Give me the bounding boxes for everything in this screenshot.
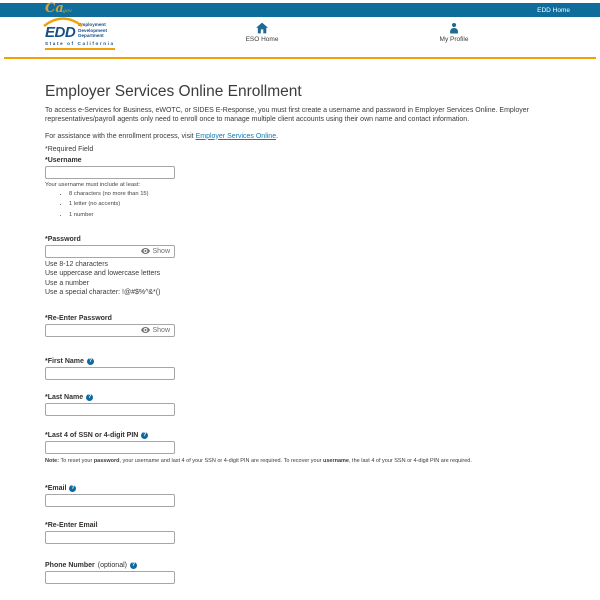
phone-label: [45, 562, 555, 569]
first-name-group: [45, 358, 555, 380]
note-bold: username: [323, 457, 349, 464]
reenter-password-show-button[interactable]: [137, 325, 174, 336]
site-header: [0, 17, 600, 57]
edd-tagline: State of California: [45, 41, 115, 50]
password-rule: Use 8-12 characters: [45, 260, 109, 268]
reenter-password-field: [45, 324, 175, 337]
note-text: , your username and last 4 of your SSN or 4-digit PIN are required. To recover your: [119, 457, 323, 464]
employer-services-online-link[interactable]: Employer Services Online: [195, 132, 277, 140]
state-topbar: [0, 3, 600, 17]
phone-label-text: Phone Number: [45, 561, 95, 569]
help-icon[interactable]: [130, 562, 137, 569]
person-icon: [449, 22, 460, 34]
username-hint-title: Your username must include at least:: [45, 181, 141, 188]
username-input[interactable]: [45, 166, 175, 179]
required-field-note: *Required Field: [45, 145, 94, 153]
eye-icon: [141, 327, 150, 333]
last-name-group: [45, 394, 555, 416]
note-bold: password: [93, 457, 120, 464]
page-title: Employer Services Online Enrollment: [45, 83, 302, 100]
edd-dept-line2: Development: [78, 27, 108, 33]
main-content: [0, 84, 600, 584]
reenter-email-label-text: *Re-Enter Email: [45, 521, 98, 529]
first-name-label-text: *First Name: [45, 357, 84, 365]
ca-gov-logo-suffix: gov: [62, 8, 72, 14]
username-rules-list: [45, 191, 555, 218]
nav-my-profile-label: My Profile: [439, 36, 469, 43]
ssn-pin-note: [45, 458, 555, 464]
email-input[interactable]: [45, 494, 175, 507]
edd-acronym: EDD: [45, 23, 76, 41]
reenter-email-group: [45, 522, 555, 544]
nav-my-profile[interactable]: [440, 22, 469, 43]
ssn-pin-input[interactable]: [45, 441, 175, 454]
password-rule: Use a number: [45, 279, 89, 287]
reenter-email-label: [45, 522, 555, 529]
reenter-password-group: [45, 315, 555, 337]
last-name-input[interactable]: [45, 403, 175, 416]
ca-gov-logo[interactable]: [45, 0, 72, 16]
help-icon[interactable]: [69, 485, 76, 492]
note-text: To reset your: [59, 457, 94, 464]
password-rule: Use a special character: !@#$%^&*(): [45, 289, 161, 296]
username-group: [45, 157, 555, 218]
email-label: [45, 485, 555, 492]
ca-gov-logo-script: Ca: [45, 1, 64, 16]
assistance-paragraph: [45, 133, 555, 140]
eye-icon: [141, 248, 150, 254]
edd-dept-line1: Employment: [78, 22, 106, 27]
reenter-password-input[interactable]: [46, 327, 137, 334]
phone-group: [45, 562, 555, 584]
password-label: [45, 236, 555, 243]
assistance-prefix: For assistance with the enrollment process, visit: [45, 132, 196, 140]
intro-paragraph: To access e-Services for Business, eWOTC, or SIDES E-Response, you must first create a username and password in Employer Services Online. Employer representatives/payroll agents only need to enroll once to manage multiple client accounts using their own name and contact information.: [45, 106, 529, 123]
help-icon[interactable]: [141, 432, 148, 439]
username-label: [45, 157, 555, 164]
password-show-label: Show: [152, 247, 170, 255]
home-icon: [256, 22, 269, 34]
gold-divider: [4, 57, 596, 59]
phone-input[interactable]: [45, 571, 175, 584]
email-label-text: *Email: [45, 484, 67, 492]
password-group: [45, 236, 555, 298]
assistance-suffix: .: [276, 132, 279, 140]
password-label-text: *Password: [45, 235, 81, 243]
phone-optional-text: (optional): [97, 561, 127, 569]
ssn-pin-group: [45, 432, 555, 464]
edd-home-link[interactable]: EDD Home: [537, 6, 570, 14]
help-icon[interactable]: [86, 394, 93, 401]
help-icon[interactable]: [87, 358, 94, 365]
last-name-label-text: *Last Name: [45, 393, 84, 401]
nav-eso-home-label: ESO Home: [245, 36, 279, 43]
username-rule: • 1 number: [69, 212, 555, 218]
password-rules: [45, 260, 555, 298]
reenter-email-input[interactable]: [45, 531, 175, 544]
first-name-label: [45, 358, 555, 365]
username-label-text: *Username: [45, 156, 82, 164]
ssn-pin-label-text: *Last 4 of SSN or 4-digit PIN: [45, 431, 139, 439]
reenter-password-label: [45, 315, 555, 322]
note-text: , the last 4 of your SSN or 4-digit PIN are required.: [349, 457, 472, 464]
password-rule: Use uppercase and lowercase letters: [45, 270, 161, 277]
last-name-label: [45, 394, 555, 401]
password-field: [45, 245, 175, 258]
nav-eso-home[interactable]: [246, 22, 279, 43]
username-rule: • 1 letter (no accents): [69, 201, 555, 207]
email-group: [45, 485, 555, 507]
edd-dept-line3: Department: [78, 33, 104, 39]
username-rule: • 8 characters (no more than 15): [69, 191, 555, 197]
password-show-button[interactable]: [137, 246, 174, 257]
reenter-password-show-label: Show: [152, 326, 170, 334]
password-input[interactable]: [46, 248, 137, 255]
note-bold: Note:: [45, 457, 60, 464]
first-name-input[interactable]: [45, 367, 175, 380]
ssn-pin-label: [45, 432, 555, 439]
edd-logo[interactable]: [45, 22, 115, 50]
reenter-password-label-text: *Re-Enter Password: [45, 314, 112, 322]
edd-swoosh-icon: [42, 17, 84, 27]
